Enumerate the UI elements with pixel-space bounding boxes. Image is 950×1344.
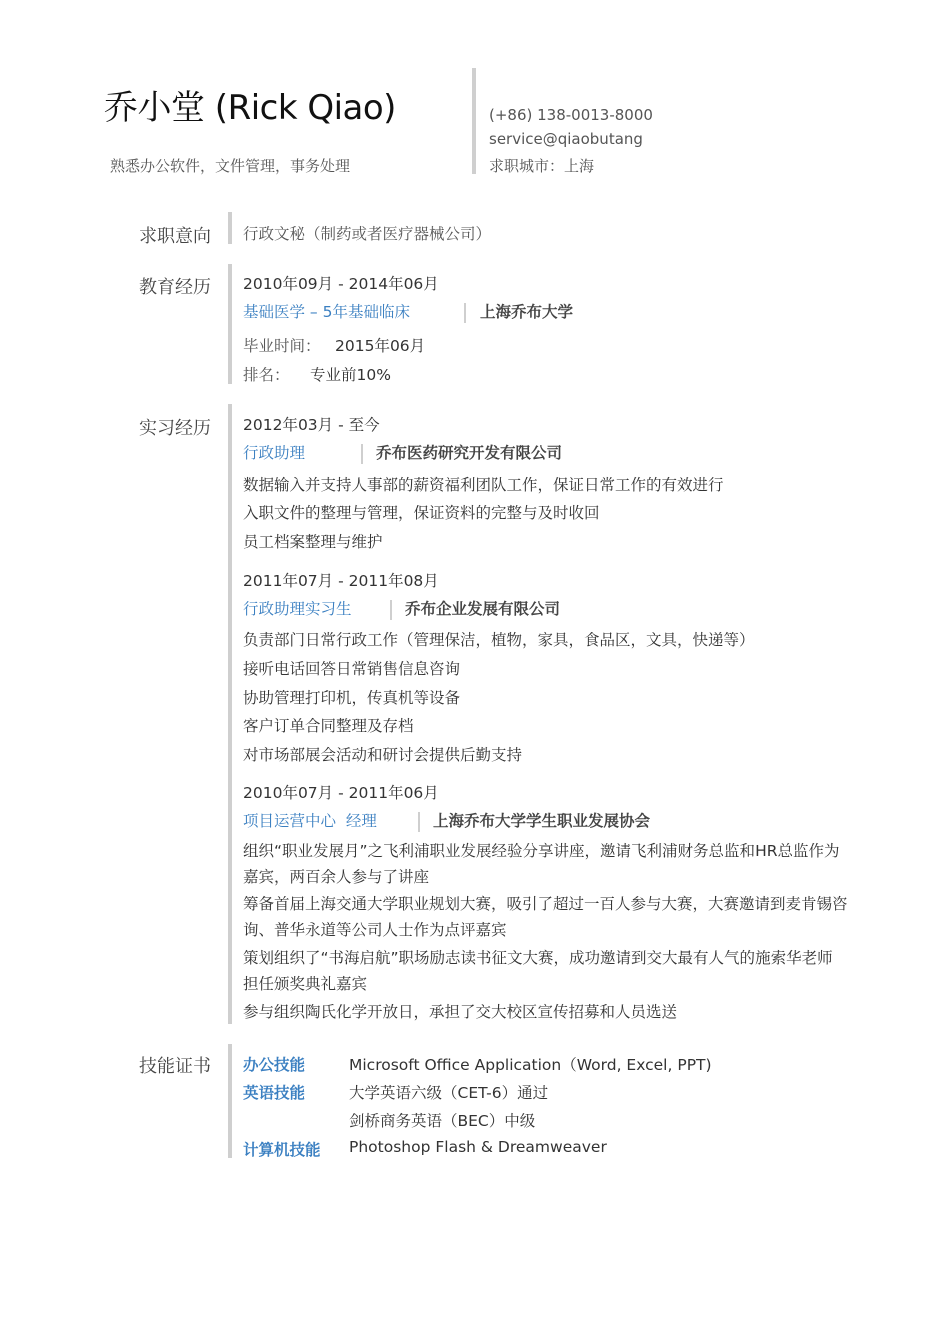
job-date: 2011年07月 - 2011年08月	[243, 572, 439, 590]
job-duty: 筹备首届上海交通大学职业规划大赛，吸引了超过一百人参与大赛，大赛邀请到麦肯锡咨询、普华永道等公司人士作为点评嘉宾	[243, 895, 848, 939]
section-label-internship: 实习经历	[139, 418, 211, 439]
education-school: 上海乔布大学	[480, 303, 574, 321]
graduation-value: 2015年06月	[335, 337, 426, 355]
english-skill-value: 剑桥商务英语（BEC）中级	[349, 1112, 536, 1130]
section-bar-skills	[228, 1044, 232, 1158]
header-divider	[472, 68, 476, 174]
education-major: 基础医学 – 5年基础临床	[243, 303, 410, 321]
job-duty: 对市场部展会活动和研讨会提供后勤支持	[243, 746, 523, 764]
job-title: 项目运营中心 经理	[243, 812, 377, 830]
intent-value: 行政文秘（制药或者医疗器械公司）	[243, 225, 492, 243]
job-duty: 参与组织陶氏化学开放日，承担了交大校区宣传招募和人员选送	[243, 1003, 678, 1021]
job-duty: 组织“职业发展月”之飞利浦职业发展经验分享讲座，邀请飞利浦财务总监和HR总监作为嘉宾，两百余人参与了讲座	[243, 842, 840, 886]
rank-line	[243, 363, 391, 385]
section-bar-internship	[228, 404, 232, 1024]
job-company: 乔布企业发展有限公司	[405, 600, 561, 618]
job-title-line	[243, 809, 650, 832]
tagline: 熟悉办公软件，文件管理，事务处理	[110, 157, 351, 175]
graduation-line	[243, 334, 425, 356]
education-line	[243, 300, 573, 323]
rank-value: 专业前10%	[310, 366, 391, 384]
job-title-line	[243, 597, 560, 620]
job-duty: 接听电话回答日常销售信息咨询	[243, 660, 461, 678]
separator	[418, 812, 420, 832]
job-duty: 数据输入并支持人事部的薪资福利团队工作，保证日常工作的有效进行	[243, 476, 724, 494]
job-duty: 协助管理打印机，传真机等设备	[243, 689, 461, 707]
separator	[464, 303, 466, 323]
job-duty: 负责部门日常行政工作（管理保洁，植物，家具，食品区，文具，快递等）	[243, 631, 755, 649]
job-city: 求职城市：上海	[489, 157, 595, 175]
office-skill-label: 办公技能	[243, 1056, 306, 1074]
candidate-name: 乔小堂 (Rick Qiao)	[104, 88, 396, 128]
job-company: 乔布医药研究开发有限公司	[376, 444, 563, 462]
job-date: 2010年07月 - 2011年06月	[243, 784, 439, 802]
section-label-intent: 求职意向	[139, 226, 211, 247]
english-skill-value: 大学英语六级（CET-6）通过	[349, 1084, 549, 1102]
job-title: 行政助理	[243, 444, 306, 462]
section-label-education: 教育经历	[139, 277, 211, 298]
job-title: 行政助理实习生	[243, 600, 352, 618]
job-duty: 入职文件的整理与管理，保证资料的完整与及时收回	[243, 504, 600, 522]
job-date: 2012年03月 - 至今	[243, 416, 380, 434]
graduation-label: 毕业时间：	[243, 337, 321, 355]
education-date: 2010年09月 - 2014年06月	[243, 275, 439, 293]
section-label-skills: 技能证书	[139, 1056, 211, 1077]
separator	[390, 600, 392, 620]
rank-label: 排名：	[243, 366, 290, 384]
separator	[361, 444, 363, 464]
job-duty: 策划组织了“书海启航”职场励志读书征文大赛，成功邀请到交大最有人气的施索华老师担任颁奖典礼嘉宾	[243, 949, 833, 993]
email: service@qiaobutang	[489, 130, 643, 148]
job-duty: 客户订单合同整理及存档	[243, 717, 414, 735]
job-title-line	[243, 441, 562, 464]
computer-skill-value: Photoshop Flash & Dreamweaver	[349, 1138, 607, 1156]
section-bar-education	[228, 264, 232, 384]
office-skill-value: Microsoft Office Application（Word, Excel, PPT)	[349, 1056, 712, 1074]
computer-skill-label: 计算机技能	[243, 1141, 321, 1159]
job-duty: 员工档案整理与维护	[243, 533, 383, 551]
section-bar-intent	[228, 212, 232, 244]
job-company: 上海乔布大学学生职业发展协会	[433, 812, 651, 830]
phone: (+86) 138-0013-8000	[489, 106, 653, 124]
english-skill-label: 英语技能	[243, 1084, 306, 1102]
